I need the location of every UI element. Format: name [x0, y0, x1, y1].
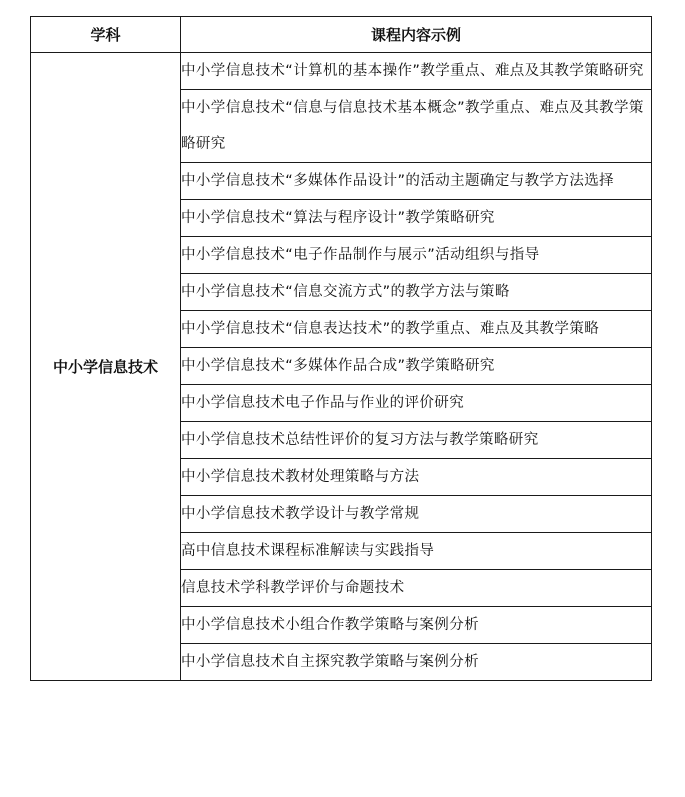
header-subject: 学科 — [31, 17, 181, 53]
course-cell: 中小学信息技术自主探究教学策略与案例分析 — [181, 644, 652, 681]
subject-cell: 中小学信息技术 — [31, 53, 181, 681]
course-cell: 中小学信息技术教学设计与教学常规 — [181, 496, 652, 533]
course-cell: 中小学信息技术“多媒体作品设计”的活动主题确定与教学方法选择 — [181, 163, 652, 200]
header-course-examples: 课程内容示例 — [181, 17, 652, 53]
course-cell: 中小学信息技术“电子作品制作与展示”活动组织与指导 — [181, 237, 652, 274]
course-cell: 中小学信息技术“信息表达技术”的教学重点、难点及其教学策略 — [181, 311, 652, 348]
course-cell: 中小学信息技术教材处理策略与方法 — [181, 459, 652, 496]
header-row — [31, 17, 652, 53]
course-cell: 中小学信息技术电子作品与作业的评价研究 — [181, 385, 652, 422]
course-cell: 中小学信息技术“算法与程序设计”教学策略研究 — [181, 200, 652, 237]
course-cell: 信息技术学科教学评价与命题技术 — [181, 570, 652, 607]
course-cell: 中小学信息技术“信息与信息技术基本概念”教学重点、难点及其教学策略研究 — [181, 90, 652, 163]
course-cell: 中小学信息技术“多媒体作品合成”教学策略研究 — [181, 348, 652, 385]
course-cell: 中小学信息技术小组合作教学策略与案例分析 — [181, 607, 652, 644]
course-table-body — [31, 53, 652, 681]
course-table — [30, 16, 652, 681]
table-row — [31, 53, 652, 90]
course-cell: 高中信息技术课程标准解读与实践指导 — [181, 533, 652, 570]
course-cell: 中小学信息技术总结性评价的复习方法与教学策略研究 — [181, 422, 652, 459]
course-cell: 中小学信息技术“计算机的基本操作”教学重点、难点及其教学策略研究 — [181, 53, 652, 90]
course-cell: 中小学信息技术“信息交流方式”的教学方法与策略 — [181, 274, 652, 311]
